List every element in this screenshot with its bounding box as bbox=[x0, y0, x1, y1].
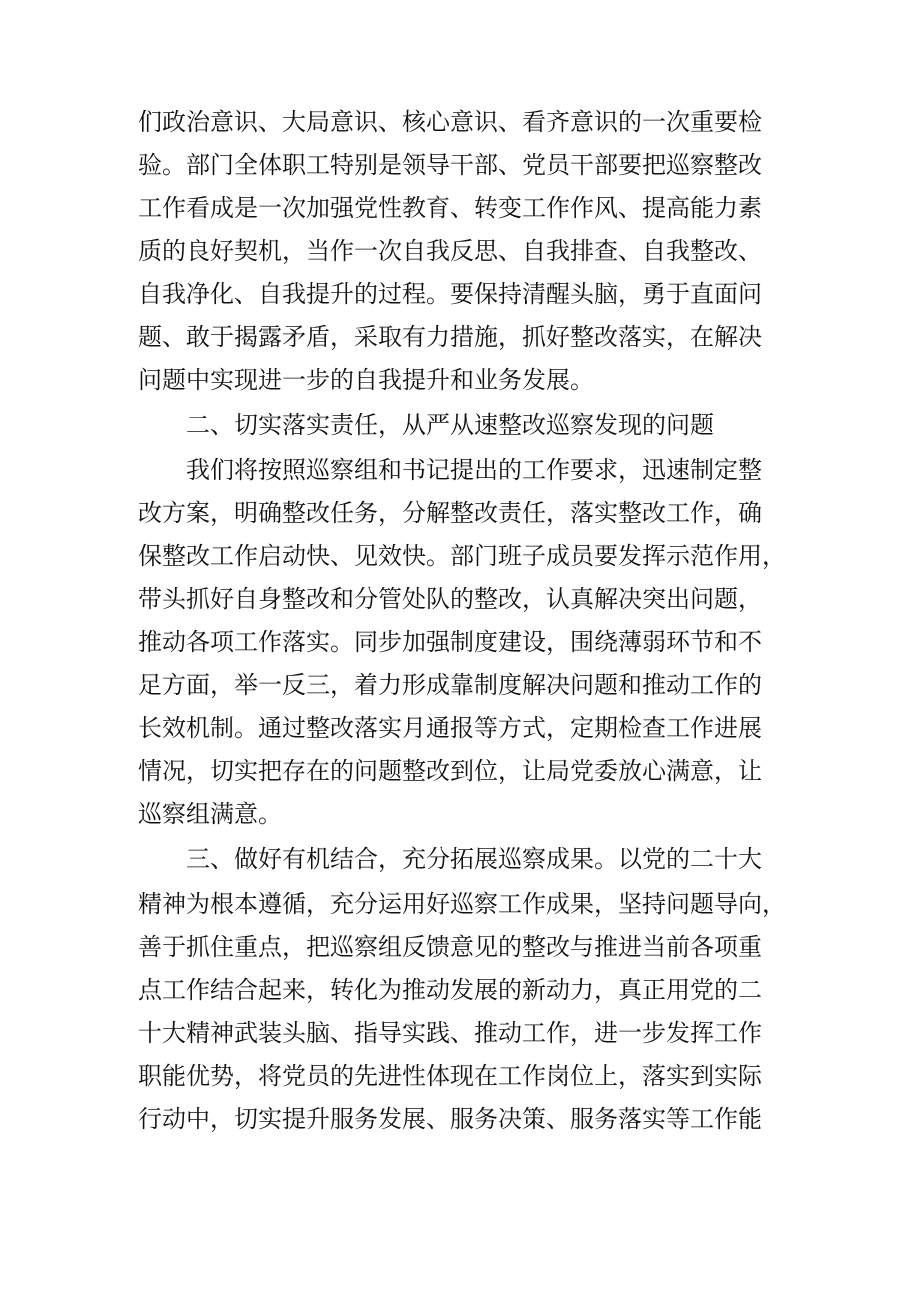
text-line: 十大精神武装头脑、指导实践、推动工作，进一步发挥工作 bbox=[138, 1019, 762, 1047]
text-line: 行动中，切实提升服务发展、服务决策、服务落实等工作能 bbox=[138, 1105, 762, 1133]
text-line: 点工作结合起来，转化为推动发展的新动力，真正用党的二 bbox=[138, 976, 762, 1004]
text-line: 质的良好契机，当作一次自我反思、自我排查、自我整改、 bbox=[138, 237, 762, 265]
text-line: 足方面，举一反三，着力形成靠制度解决问题和推动工作的 bbox=[138, 671, 762, 699]
text-line: 我们将按照巡察组和书记提出的工作要求，迅速制定整 bbox=[186, 456, 762, 484]
text-line: 们政治意识、大局意识、核心意识、看齐意识的一次重要检 bbox=[138, 108, 762, 136]
section-heading: 三、做好有机结合，充分拓展巡察成果。以党的二十大 bbox=[186, 845, 762, 873]
text-line: 长效机制。通过整改落实月通报等方式，定期检查工作进展 bbox=[138, 714, 762, 742]
text-line: 情况，切实把存在的问题整改到位，让局党委放心满意，让 bbox=[138, 757, 762, 785]
text-line: 精神为根本遵循，充分运用好巡察工作成果，坚持问题导向， bbox=[138, 890, 786, 918]
text-line: 职能优势，将党员的先进性体现在工作岗位上，落实到实际 bbox=[138, 1062, 762, 1090]
text-line: 改方案，明确整改任务，分解整改责任，落实整改工作，确 bbox=[138, 499, 762, 527]
text-line: 自我净化、自我提升的过程。要保持清醒头脑，勇于直面问 bbox=[138, 280, 762, 308]
text-line: 保整改工作启动快、见效快。部门班子成员要发挥示范作用， bbox=[138, 542, 786, 570]
text-line: 题、敢于揭露矛盾，采取有力措施，抓好整改落实，在解决 bbox=[138, 323, 762, 351]
text-line: 工作看成是一次加强党性教育、转变工作作风、提高能力素 bbox=[138, 194, 762, 222]
text-line: 带头抓好自身整改和分管处队的整改，认真解决突出问题， bbox=[138, 585, 762, 613]
text-line: 验。部门全体职工特别是领导干部、党员干部要把巡察整改 bbox=[138, 151, 762, 179]
text-line: 巡察组满意。 bbox=[138, 800, 282, 828]
text-line: 善于抓住重点，把巡察组反馈意见的整改与推进当前各项重 bbox=[138, 933, 762, 961]
text-line: 推动各项工作落实。同步加强制度建设，围绕薄弱环节和不 bbox=[138, 628, 762, 656]
text-line: 问题中实现进一步的自我提升和业务发展。 bbox=[138, 366, 594, 394]
section-heading: 二、切实落实责任，从严从速整改巡察发现的问题 bbox=[186, 411, 714, 439]
